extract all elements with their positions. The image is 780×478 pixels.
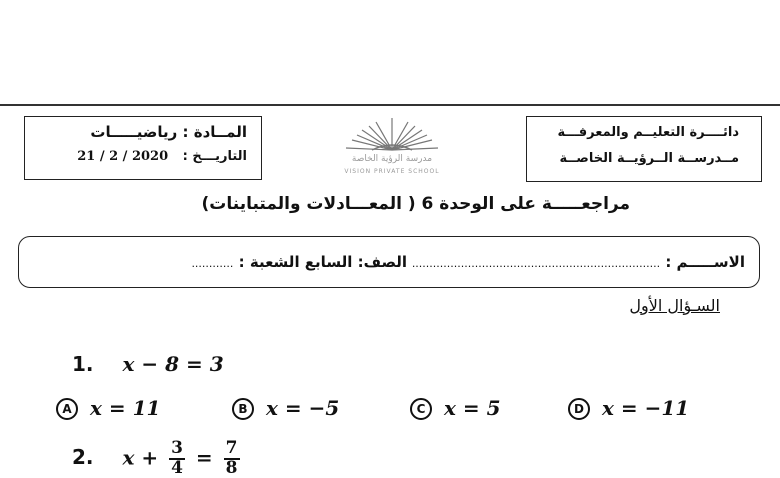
class-label: الصف: السابع الشعبة : — [238, 253, 407, 271]
department-name: دائــــرة التعليــم والمعرفـــة — [557, 125, 739, 140]
school-name: مــدرســة الــرؤيــة الخاصــة — [559, 151, 739, 166]
question-1 — [72, 352, 224, 376]
fraction-seven-eighths — [224, 440, 240, 478]
student-name-field — [412, 253, 745, 271]
section-title: السـؤال الأول — [629, 296, 720, 315]
option-letter-a: A — [56, 398, 78, 420]
header-divider — [0, 104, 780, 106]
subject-info-box — [24, 116, 262, 180]
subject-line: المــادة : رياضيـــــات — [90, 123, 247, 141]
fraction-numerator: 7 — [225, 438, 238, 458]
question-equation: x − 8 = 3 — [122, 352, 224, 376]
date-label: التاريـــخ : — [182, 149, 247, 164]
page-title: مراجعـــــة على الوحدة 6 ( المعـــادلات والمتباينات) — [201, 194, 630, 214]
fraction-numerator: 3 — [171, 438, 183, 458]
option-letter-b: B — [232, 398, 254, 420]
fraction-denominator: 8 — [225, 457, 238, 478]
name-blank: ....................................................................... — [411, 257, 661, 270]
option-text: x = −11 — [602, 396, 690, 420]
option-text: x = −5 — [266, 396, 340, 420]
logo-text-english: VISION PRIVATE SCHOOL — [344, 168, 440, 175]
fraction-denominator: 4 — [171, 457, 183, 478]
class-field — [191, 253, 407, 271]
question-number: 2. — [72, 445, 94, 470]
option-d[interactable] — [568, 396, 689, 420]
question-2 — [72, 440, 244, 478]
question-lhs: x + — [122, 445, 159, 470]
option-c[interactable] — [410, 396, 501, 420]
option-b[interactable] — [232, 396, 339, 420]
date-value: 21 / 2 / 2020 — [77, 149, 169, 164]
option-text: x = 5 — [444, 396, 501, 420]
student-info-box — [18, 236, 760, 288]
option-text: x = 11 — [90, 396, 161, 420]
option-a[interactable] — [56, 396, 160, 420]
school-logo — [312, 116, 472, 178]
sun-rays-logo-icon — [312, 116, 472, 156]
question-number: 1. — [72, 352, 94, 376]
option-letter-d: D — [568, 398, 590, 420]
equals-sign: = — [195, 445, 213, 470]
name-label: الاســـــم : — [665, 253, 745, 271]
date-line — [77, 149, 247, 164]
fraction-three-quarters — [169, 440, 185, 478]
school-info-box — [526, 116, 762, 182]
option-letter-c: C — [410, 398, 432, 420]
logo-text-arabic: مدرسة الرؤية الخاصة — [351, 154, 433, 164]
section-blank: ............ — [191, 257, 234, 270]
